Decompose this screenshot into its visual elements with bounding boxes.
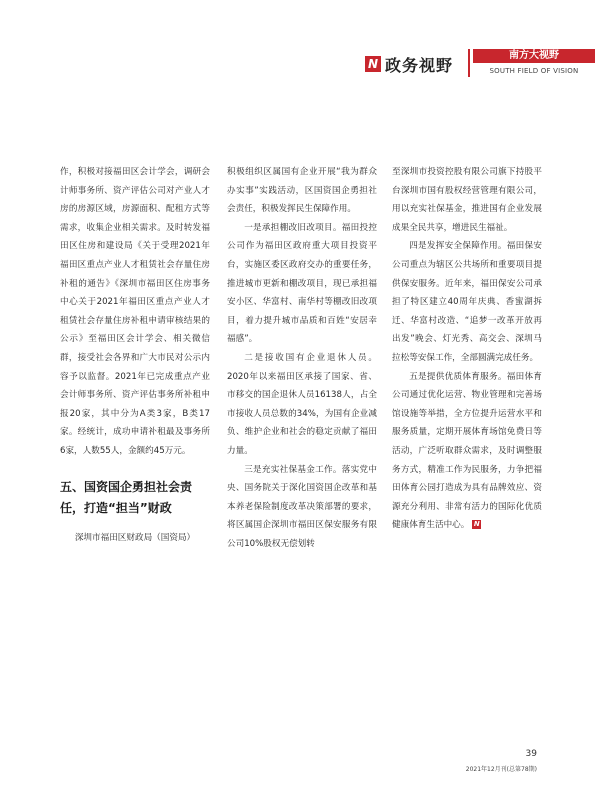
section-header (365, 46, 595, 80)
section-title: 政务视野 (385, 56, 454, 75)
paragraph: 三是充实社保基金工作。落实党中央、国务院关于深化国资国企改革和基本养老保险制度改革决策部署的要求，将区属国企深圳市福田区保安服务有限公司10%股权无偿划转 (227, 464, 377, 549)
page-number: 39 (525, 749, 537, 759)
article-column-1 (60, 163, 210, 547)
paragraph: 二是接收国有企业退休人员。2020年以来福田区承接了国家、省、市移交的国企退休人员16138人，占全市接收人员总数的34%，为国有企业减负、维护企业和社会的稳定贡献了福田力量。 (227, 352, 377, 456)
section-heading: 五、国资国企勇担社会责任，打造“担当”财政 (60, 479, 193, 515)
header-divider (468, 49, 470, 77)
magazine-logo-icon: N (365, 56, 381, 72)
paragraph-last (392, 368, 542, 535)
article-column-2 (227, 163, 377, 553)
paragraph: 至深圳市投资控股有限公司旗下持股平台深圳市国有股权经营管理有限公司，用以充实社保基金，推进国有企业发展成果全民共享，增进民生福祉。 (392, 167, 542, 233)
paragraph-text: 五是提供优质体育服务。福田体育公司通过优化运营、物业管理和完善场馆设施等举措，全方位提升运营水平和服务质量，定期开展体育场馆免费日等活动，广泛听取群众需求，及时调整服务方式，精准工作为民服务，力争把福田体育公园打造成为具有品牌效应、资源充分利用、非常有活力的国际化优质健康体育生活中心。 (392, 371, 542, 531)
article-column-3 (392, 163, 542, 535)
magazine-english-name: SOUTH FIELD OF VISION (489, 67, 579, 75)
paragraph: 积极组织区属国有企业开展“我为群众办实事”实践活动，区国资国企勇担社会责任，积极发挥民生保障作用。 (227, 167, 377, 215)
end-mark-icon: N (473, 520, 480, 529)
paragraph: 四是发挥安全保障作用。福田保安公司重点为辖区公共场所和重要项目提供保安服务。近年来，福田保安公司承担了特区建立40周年庆典、香蜜湖拆迁、华富村改造、“追梦一改革开放再出发”晚会、灯光秀、高交会、深圳马拉松等安保工作，全部圆满完成任务。 (392, 241, 542, 363)
author-byline: 深圳市福田区财政局（国资局） (74, 532, 196, 543)
magazine-name-tag: 南方大视野 (473, 49, 595, 63)
paragraph: 作，积极对接福田区会计学会，调研会计师事务所、资产评估公司对产业人才房的房源区域，房源面积、配租方式等需求，收集企业相关需求。及时转发福田区住房和建设局《关于受理2021年福田区重点产业人才租赁社会存量住房补租的通告》《深圳市福田区住房事务中心关于2021年福田区重点产业人才租赁社会存量住房补租申请审核结果的公示》至福田区会计学会、相关微信群，接受社会各界和广大市民对公示内容予以监督。2021年已完成重点产业会计师事务所、资产评估事务所补租申报20家，其中分为A类3家，B类17家。经统计，成功申请补租最及事务所6家，人数55人，金额约45万元。 (60, 167, 210, 456)
issue-label: 2021年12月刊(总第78期) (465, 766, 537, 773)
paragraph: 一是承担棚改旧改项目。福田投控公司作为福田区政府重大项目投资平台，实施区委区政府交办的重要任务，推进城市更新和棚改项目，现已承担福安小区、华富村、南华村等棚改旧改项目，着力提升城市品质和百姓“安居幸福感”。 (227, 222, 377, 345)
